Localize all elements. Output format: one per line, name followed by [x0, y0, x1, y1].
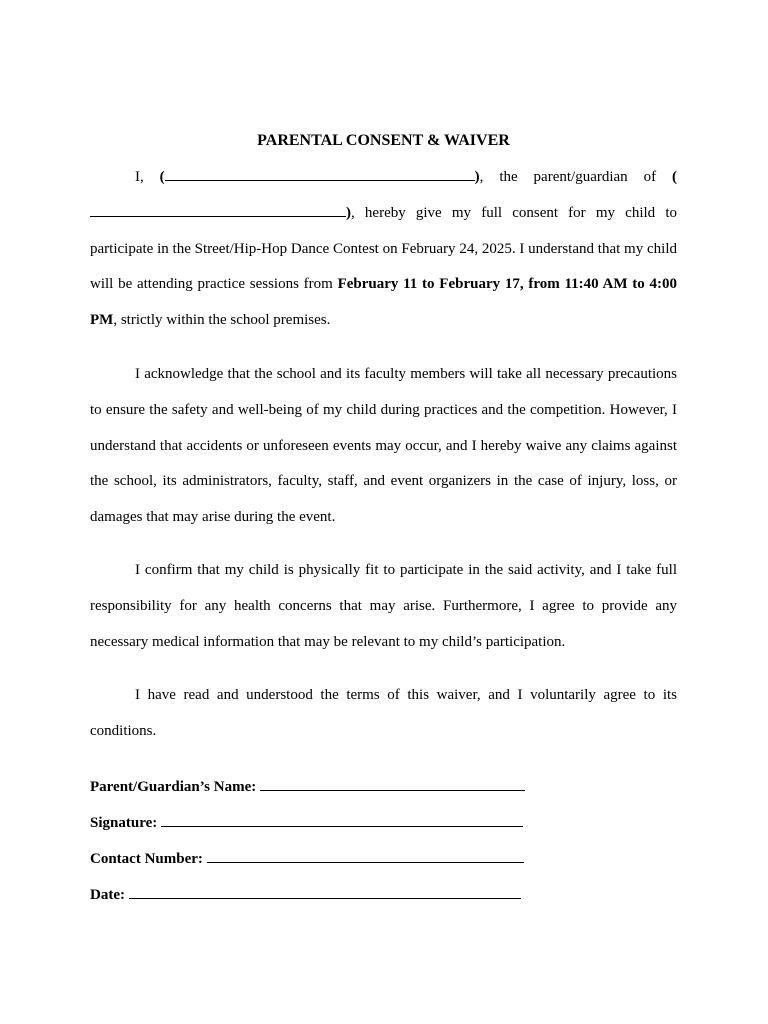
parent-name-close-paren: )	[474, 169, 480, 185]
waiver-paragraph: I acknowledge that the school and its faculty members will take all necessary precautions to ensure the safety and well-being of my child during practices and the competition. However, I understand that accidents or unforeseen events may occur, and I hereby waive any claims against the school, its administrators, faculty, staff, and event organizers in the case of injury, loss, or damages that may arise during the event.	[90, 366, 677, 526]
contact-number-line[interactable]	[207, 848, 524, 863]
guardian-name-label: Parent/Guardian’s Name:	[90, 779, 257, 795]
consent-body-text: , hereby give my full consent for my child to participate in the Street/Hip-Hop Dance Contest on February 24, 2025. I understand that my child will be attending practice sessions from	[90, 204, 677, 293]
consent-paragraph	[90, 160, 677, 339]
guardian-name-line[interactable]	[260, 776, 525, 791]
consent-end-text: , strictly within the school premises.	[113, 312, 331, 329]
fitness-paragraph: I confirm that my child is physically fit to participate in the said activity, and I take full responsibility for any health concerns that may arise. Furthermore, I agree to provide any necessary medical information that may be relevant to my child’s participation.	[90, 562, 677, 650]
child-name-open-paren: (	[672, 169, 677, 185]
child-name-close-paren: )	[346, 204, 351, 221]
guardian-of-text: , the parent/guardian of	[479, 169, 672, 185]
date-line[interactable]	[129, 884, 521, 899]
contact-number-label: Contact Number:	[90, 851, 203, 867]
signature-line[interactable]	[161, 812, 523, 827]
parent-name-open-paren: (	[159, 169, 165, 185]
date-label: Date:	[90, 887, 125, 903]
document-title: PARENTAL CONSENT & WAIVER	[257, 132, 510, 149]
signature-field	[90, 812, 523, 833]
signature-label: Signature:	[90, 815, 158, 831]
consent-intro-text: I,	[135, 169, 160, 185]
agreement-paragraph: I have read and understood the terms of this waiver, and I voluntarily agree to its conditions.	[90, 687, 677, 739]
guardian-name-field	[90, 776, 525, 797]
contact-number-field	[90, 848, 524, 869]
practice-dates-text: February 11 to February 17, from 11:40 AM to 4:00 PM	[90, 276, 677, 329]
date-field	[90, 884, 521, 905]
parent-name-blank[interactable]	[165, 180, 475, 181]
child-name-blank[interactable]	[90, 216, 346, 217]
